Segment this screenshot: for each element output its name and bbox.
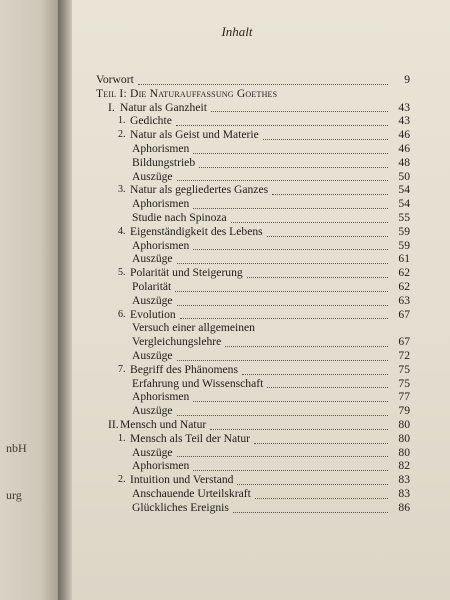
toc-page-number: 46 — [398, 128, 410, 142]
toc-entry-title: Aphorismen — [132, 141, 190, 155]
toc-page-number: 83 — [398, 486, 410, 500]
toc-entry-title: Auszüge — [132, 348, 173, 362]
toc-dot-leader — [193, 387, 388, 402]
toc-entry-title: Auszüge — [132, 445, 173, 459]
toc-dot-leader — [247, 263, 388, 278]
toc-entry-title: Natur als gegliedertes Ganzes — [130, 183, 269, 197]
toc-page-number: 63 — [398, 293, 410, 307]
toc-entry-title: Aphorismen — [132, 238, 190, 252]
toc-page-number: 80 — [398, 417, 410, 431]
toc-entry-title: Vorwort — [96, 73, 134, 86]
toc-entry-title: Versuch einer allgemeinen — [132, 321, 255, 335]
toc-dot-leader — [211, 98, 388, 113]
right-page — [72, 0, 450, 600]
toc-page-number: 61 — [398, 252, 410, 266]
toc-dot-leader — [193, 456, 388, 471]
toc-entry-title: Studie nach Spinoza — [132, 210, 227, 224]
toc-entry-title: Polarität und Steigerung — [130, 266, 243, 280]
toc-entry-number: 1. — [118, 432, 126, 444]
toc-dot-leader — [267, 374, 388, 389]
toc-dot-leader — [267, 222, 388, 237]
toc-page-number: 82 — [398, 459, 410, 473]
toc-page-number: 9 — [404, 73, 410, 86]
toc-entry-title: Gedichte — [130, 114, 172, 128]
toc-entry-title: Mensch als Teil der Natur — [130, 431, 251, 445]
toc-entry-title: Natur als Geist und Materie — [130, 128, 259, 142]
toc-entry-number: 2. — [118, 474, 126, 486]
toc-entry-title: Erfahrung und Wissenschaft — [132, 376, 264, 390]
left-page-fragment: nbH — [6, 441, 27, 455]
toc-page-number: 75 — [398, 376, 410, 390]
toc-entry-title: Evolution — [130, 307, 176, 321]
toc-dot-leader — [193, 194, 388, 209]
toc-dot-leader — [193, 139, 388, 154]
toc-page-number: 55 — [398, 210, 410, 224]
book-gutter — [58, 0, 72, 600]
toc-page-number: 80 — [398, 431, 410, 445]
toc-dot-leader — [199, 153, 388, 168]
toc-page-number: 43 — [398, 114, 410, 128]
toc-dot-leader — [210, 415, 388, 430]
toc-entry-title: Auszüge — [132, 293, 173, 307]
toc-page-number: 48 — [398, 155, 410, 169]
toc-page-number: 67 — [398, 335, 410, 349]
toc-entry-number: 7. — [118, 363, 126, 375]
toc-entry-title: Intuition und Verstand — [130, 473, 234, 487]
page-heading: Inhalt — [221, 24, 253, 39]
toc-dot-leader — [177, 249, 388, 264]
toc-dot-leader — [225, 332, 388, 347]
toc-entry-title: Polarität — [132, 279, 172, 293]
toc-entry-title: Glückliches Ereignis — [132, 500, 229, 514]
toc-entry-title: Aphorismen — [132, 390, 190, 404]
toc-page-number: 54 — [398, 183, 410, 197]
toc-page-number: 59 — [398, 238, 410, 252]
toc-dot-leader — [177, 167, 388, 182]
toc-dot-leader — [177, 346, 388, 361]
toc-page-number: 83 — [398, 473, 410, 487]
toc-dot-leader — [177, 401, 388, 416]
toc-dot-leader — [193, 236, 388, 251]
toc-page-number: 50 — [398, 169, 410, 183]
toc-entry-title: Eigenständigkeit des Lebens — [130, 224, 263, 238]
toc-entry-title: Bildungstrieb — [132, 155, 196, 169]
toc-page-number: 46 — [398, 141, 410, 155]
toc-page-number: 43 — [398, 100, 410, 114]
toc-entry-number: 6. — [118, 308, 126, 320]
toc-page-number: 62 — [398, 266, 410, 280]
toc-dot-leader — [254, 429, 388, 444]
toc-entry — [96, 73, 410, 87]
toc-page-number: 59 — [398, 224, 410, 238]
toc-page-number: 54 — [398, 197, 410, 211]
toc-page-number: 79 — [398, 404, 410, 418]
toc-entry-number: II. — [108, 417, 119, 431]
toc-dot-leader — [177, 443, 388, 458]
toc-entry-title: Aphorismen — [132, 459, 190, 473]
toc-dot-leader — [237, 470, 388, 485]
toc-dot-leader — [263, 125, 388, 140]
toc-entry-title: Aphorismen — [132, 197, 190, 211]
toc-entry-title: Natur als Ganzheit — [120, 100, 207, 114]
left-page — [0, 0, 58, 600]
toc-page-number: 77 — [398, 390, 410, 404]
toc-entry-number: 3. — [118, 184, 126, 196]
toc-dot-leader — [231, 208, 388, 223]
toc-dot-leader — [176, 111, 388, 126]
toc-dot-leader — [242, 360, 388, 375]
toc-entry — [96, 308, 410, 322]
toc-entry-title: Vergleichungslehre — [132, 335, 222, 349]
toc-entry-title: Begriff des Phänomens — [130, 362, 238, 376]
left-page-fragment: urg — [6, 488, 22, 502]
toc-page-number: 67 — [398, 307, 410, 321]
toc-page-number: 80 — [398, 445, 410, 459]
toc-entry — [96, 501, 410, 515]
toc-dot-leader — [255, 484, 388, 499]
toc-entry-title: Anschauende Urteilskraft — [132, 486, 251, 500]
toc-dot-leader — [138, 70, 388, 85]
toc-dot-leader — [177, 291, 388, 306]
toc-entry-number: 2. — [118, 129, 126, 141]
toc-page-number: 75 — [398, 362, 410, 376]
toc-page-number: 62 — [398, 279, 410, 293]
toc-entry-title: Mensch und Natur — [120, 417, 207, 431]
toc-entry-title: Auszüge — [132, 169, 173, 183]
toc-page-number: 86 — [398, 500, 410, 514]
toc-dot-leader — [175, 277, 388, 292]
toc-dot-leader — [180, 305, 388, 320]
toc-entry-number: 1. — [118, 115, 126, 127]
toc-entry-number: 4. — [118, 225, 126, 237]
toc-entry-number: I. — [108, 100, 115, 114]
table-of-contents — [96, 73, 410, 515]
toc-dot-leader — [272, 180, 388, 195]
toc-entry-title: Teil I: Die Naturauffassung Goethes — [96, 86, 278, 100]
toc-page-number: 72 — [398, 348, 410, 362]
toc-entry-title: Auszüge — [132, 252, 173, 266]
toc-entry-title: Auszüge — [132, 404, 173, 418]
toc-entry-number: 5. — [118, 267, 126, 279]
toc-dot-leader — [233, 498, 388, 513]
